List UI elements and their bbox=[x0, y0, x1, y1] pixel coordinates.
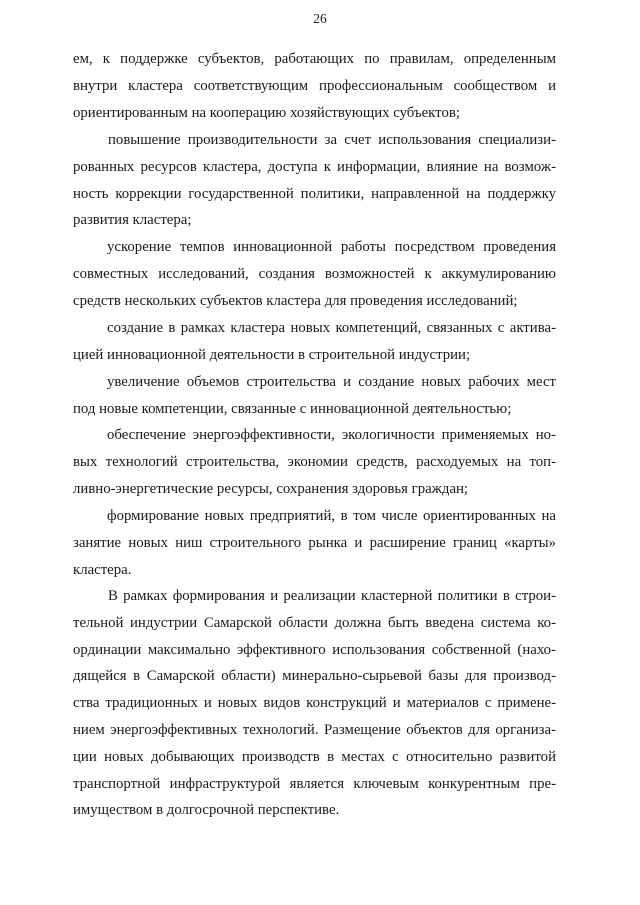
paragraph-productivity: повышение производительности за счет использования специализированных ресурсов кластера, доступа к информации, влияние на возможность коррекции государственной политики, направленной на поддержку развития кластера; bbox=[73, 132, 556, 229]
paragraph-innovation-acceleration: ускорение темпов инновационной работы посредством проведения совместных исследований, создания возможностей к аккумулированию средств нескольких субъектов кластера для проведения исследований; bbox=[73, 239, 556, 309]
paragraph-new-enterprises: формирование новых предприятий, в том числе ориентированных на занятие новых ниш строительного рынка и расширение границ «карты» кластера. bbox=[73, 508, 556, 578]
paragraph-new-competencies: создание в рамках кластера новых компетенций, связанных с активацией инновационной деятельности в строительной индустрии; bbox=[73, 320, 556, 363]
page-number: 26 bbox=[313, 11, 327, 26]
paragraph-continuation: ем, к поддержке субъектов, работающих по правилам, определенным внутри кластера соответствующим профессиональным сообществом и ориентированным на кооперацию хозяйствующих субъектов; bbox=[73, 51, 556, 121]
paragraph-energy-efficiency: обеспечение энергоэффективности, экологичности применяемых новых технологий строительства, экономии средств, расходуемых на топливно-энергетические ресурсы, сохранения здоровья граждан; bbox=[73, 427, 556, 497]
paragraph-construction-growth: увеличение объемов строительства и создание новых рабочих мест под новые компетенции, связанные с инновационной деятельностью; bbox=[73, 374, 556, 417]
paragraph-cluster-policy: В рамках формирования и реализации кластерной политики в строительной индустрии Самарской области должна быть введена система координации максимально эффективного использования собственной (находящейся в Самарской области) минерально-сырьевой базы для производства традиционных и новых видов конструкций и материалов с применением энергоэффективных технологий. Размещение объектов для организации новых добывающих производств в местах с относительно развитой транспортной инфраструктурой является ключевым конкурентным преимуществом в долгосрочной перспективе. bbox=[73, 588, 556, 819]
